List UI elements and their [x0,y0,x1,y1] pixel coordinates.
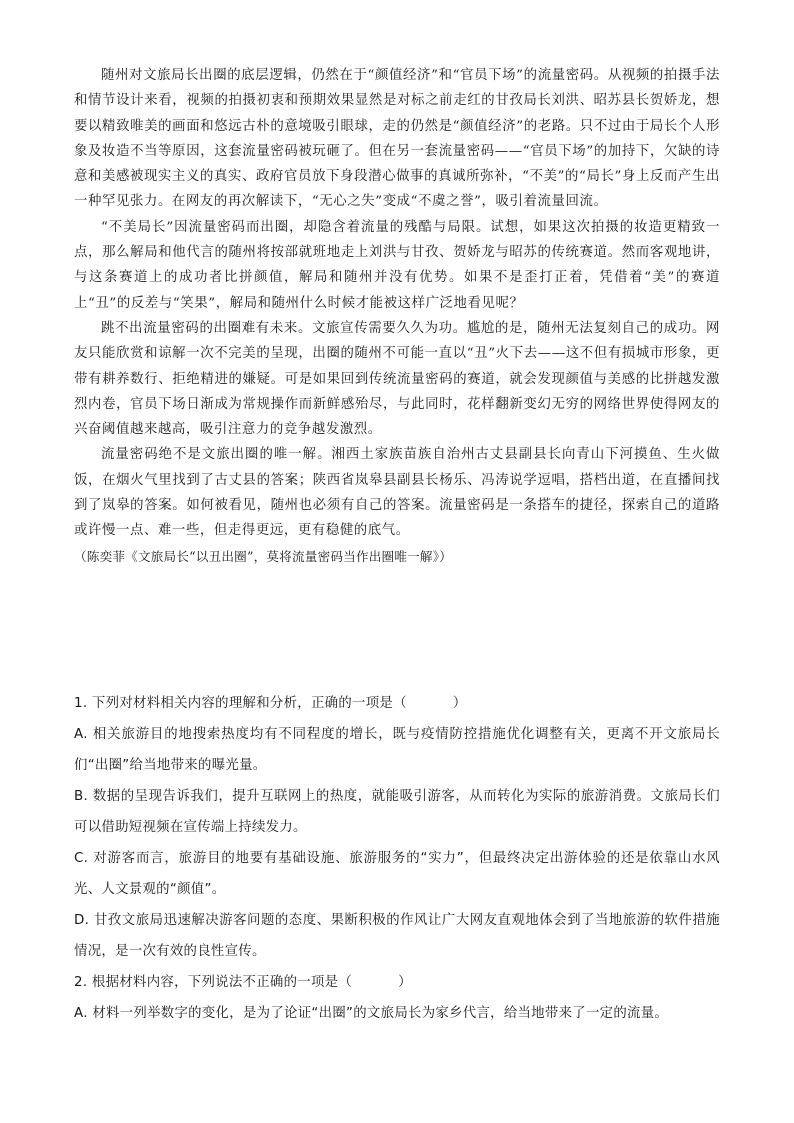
article-paragraph-2: “不美局长”因流量密码而出圈，却隐含着流量的残酷与局限。试想，如果这次拍摄的妆造更精致一点，那么解局和他代言的随州将按部就班地走上刘洪与甘孜、贺娇龙与昭苏的传统赛道。然而客观地讲，与这条赛道上的成功者比拼颜值，解局和随州并没有优势。如果不是歪打正着，凭借着“美”的赛道上“丑”的反差与“笑果”，解局和随州什么时候才能被这样广泛地看见呢？ [74,219,720,311]
question-1-option-b: B. 数据的呈现告诉我们，提升互联网上的热度，就能吸引游客，从而转化为实际的旅游消费。文旅局长们可以借助短视频在宣传端上持续发力。 [74,789,720,835]
question-1-stem-end: ） [452,696,467,711]
question-section [74,688,720,1029]
question-1-stem-text: 1. 下列对材料相关内容的理解和分析，正确的一项是（ [74,696,407,711]
question-1-option-a: A. 相关旅游目的地搜索热度均有不同程度的增长，既与疫情防控措施优化调整有关，更离不开文旅局长们“出圈”给当地带来的曝光量。 [74,727,720,773]
question-2-stem [74,967,720,998]
question-1-option-c: C. 对游客而言，旅游目的地要有基础设施、旅游服务的“实力”，但最终决定出游体验的还是依靠山水风光、人文景观的“颜值”。 [74,851,720,897]
article-paragraph-3: 跳不出流量密码的出圈难有未来。文旅宣传需要久久为功。尴尬的是，随州无法复刻自己的成功。网友只能欣赏和谅解一次不完美的呈现，出圈的随州不可能一直以“丑”火下去——这不但有损城市形象，更带有耕养数行、拒绝精进的嫌疑。可是如果回到传统流量密码的赛道，就会发现颜值与美感的比拼越发激烈内卷，官员下场日渐成为常规操作而新鲜感殆尽，与此同时，花样翻新变幻无穷的网络世界使得网友的兴奋阈值越来越高，吸引注意力的竞争越发激烈。 [74,320,720,438]
article-paragraph-4: 流量密码绝不是文旅出圈的唯一解。湘西土家族苗族自治州古丈县副县长向青山下河摸鱼、生火做饭，在烟火气里找到了古丈县的答案；陕西省岚皋县副县长杨乐、冯涛说学逗唱，搭档出道，在直播间找到了岚皋的答案。如何被看见，随州也必须有自己的答案。流量密码是一条搭车的捷径，探索自己的道路或许慢一点、难一些，但走得更远，更有稳健的底气。 [74,447,720,539]
question-1-option-d: D. 甘孜文旅局迅速解决游客问题的态度、果断积极的作风让广大网友直观地体会到了当地旅游的软件措施情况，是一次有效的良性宣传。 [74,913,720,959]
article-paragraph-1: 随州对文旅局长出圈的底层逻辑，仍然在于“颜值经济”和“官员下场”的流量密码。从视频的拍摄手法和情节设计来看，视频的拍摄初衷和预期效果显然是对标之前走红的甘孜局长刘洪、昭苏县长贺娇龙，想要以精致唯美的画面和悠远古朴的意境吸引眼球，走的仍然是“颜值经济”的老路。只不过由于局长个人形象及妆造不当等原因，这套流量密码被玩砸了。但在另一套流量密码——“官员下场”的加持下，欠缺的诗意和美感被现实主义的真实、政府官员放下身段潜心做事的真诚所弥补，“不美”的“局长”身上反而产生出一种罕见张力。在网友的再次解读下，“无心之失”变成“不虞之誉”，吸引着流量回流。 [74,68,720,210]
question-2-stem-text: 2. 根据材料内容，下列说法不正确的一项是（ [74,975,353,990]
question-1-stem [74,688,720,719]
question-2-option-a: A. 材料一列举数字的变化，是为了论证“出圈”的文旅局长为家乡代言，给当地带来了一定的流量。 [74,1006,669,1021]
question-2-stem-end: ） [398,975,412,990]
article-source: （陈奕菲《文旅局长“以丑出圈”，莫将流量密码当作出圈唯一解》） [74,548,452,564]
article-text [74,63,720,569]
